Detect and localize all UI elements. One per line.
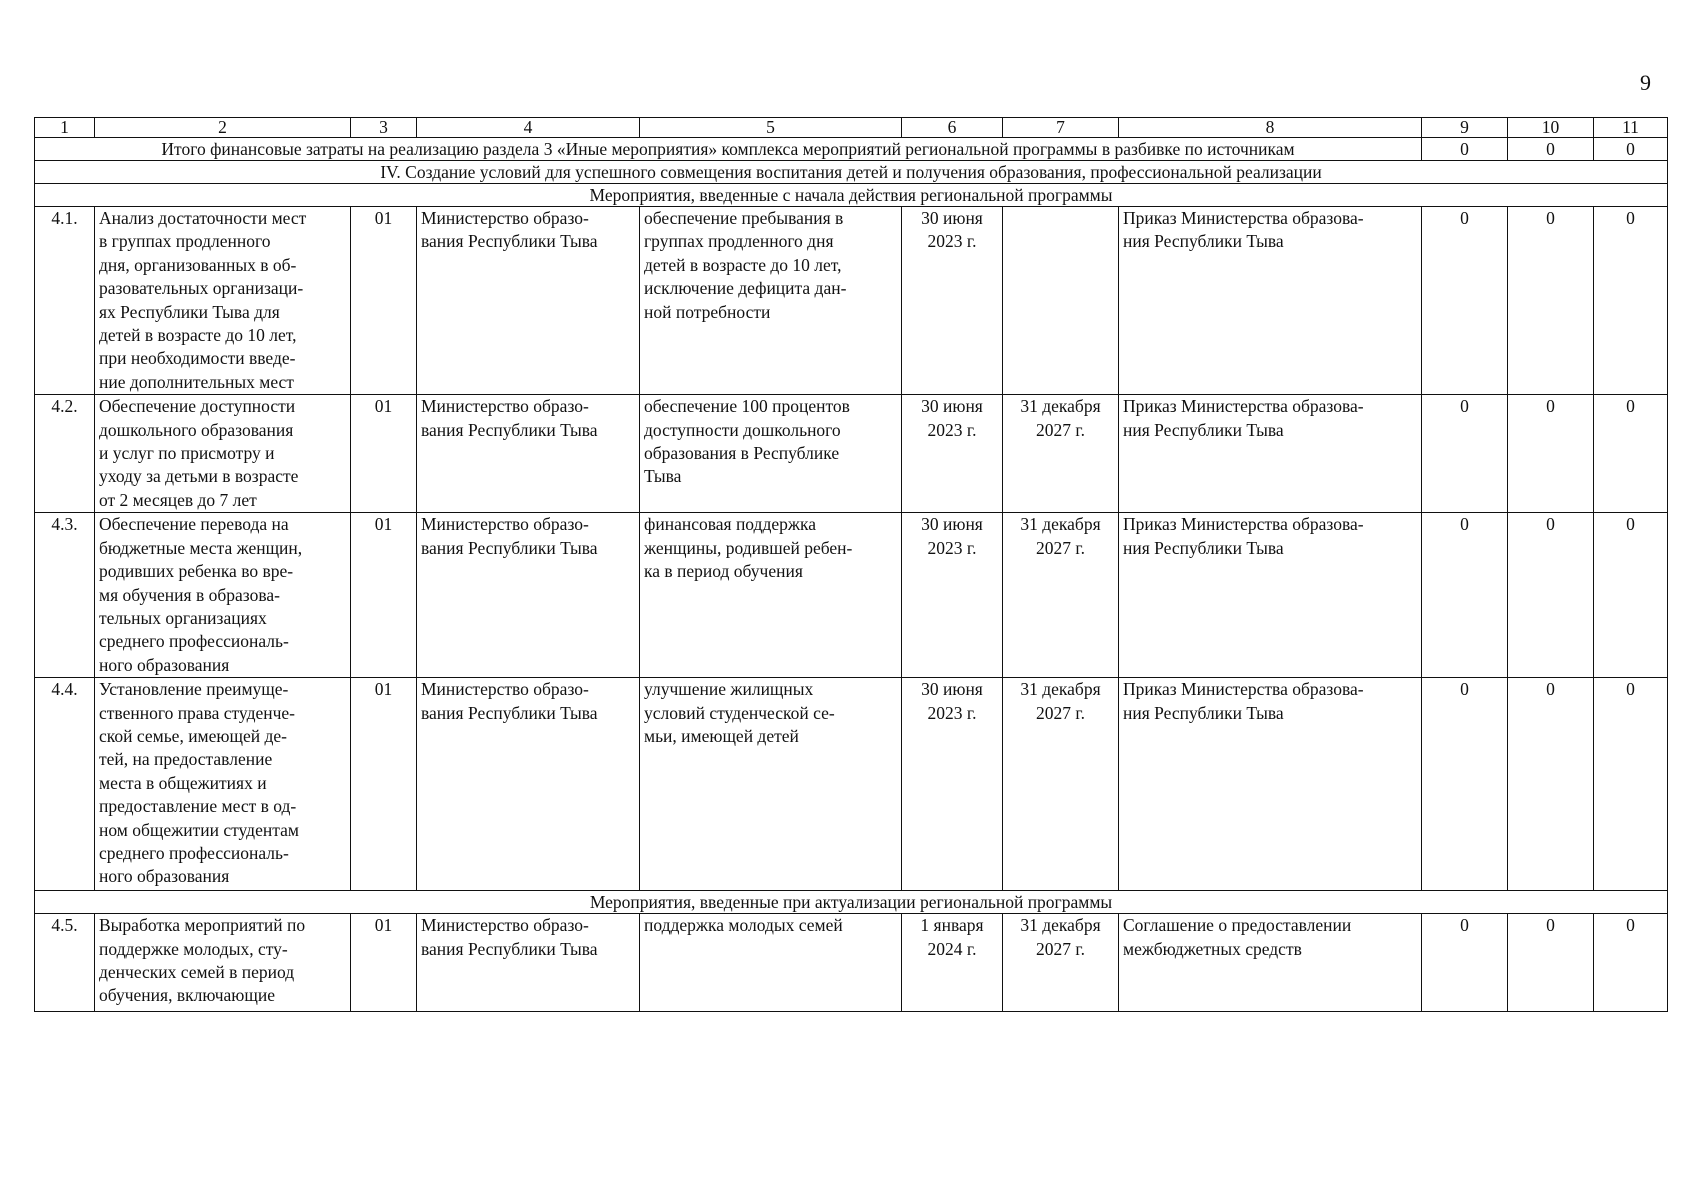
subsection-row: [35, 184, 1668, 207]
measure-name: Обеспечение доступности дошкольного образования и услуг по присмотру и уходу за детьми в возрасте от 2 месяцев до 7 лет: [95, 395, 351, 513]
cost-value: 0: [1508, 678, 1594, 891]
column-number: 1: [35, 118, 95, 138]
cost-value: 0: [1508, 207, 1594, 395]
end-date: 31 декабря 2027 г.: [1003, 395, 1119, 513]
cost-value: 0: [1508, 395, 1594, 513]
end-date: 31 декабря 2027 г.: [1003, 678, 1119, 891]
cost-value: 0: [1594, 395, 1668, 513]
measure-executor: Министерство образо- вания Республики Тыва: [417, 914, 640, 1012]
column-number: 6: [902, 118, 1003, 138]
basis-document: Приказ Министерства образова- ния Республики Тыва: [1119, 678, 1422, 891]
end-date: 31 декабря 2027 г.: [1003, 914, 1119, 1012]
subsection-row: [35, 891, 1668, 914]
page-number: 9: [1640, 70, 1651, 95]
end-date: 31 декабря 2027 г.: [1003, 513, 1119, 678]
cost-value: 0: [1422, 914, 1508, 1012]
basis-document: Соглашение о предоставлении межбюджетных средств: [1119, 914, 1422, 1012]
cost-value: 0: [1594, 914, 1668, 1012]
column-number: 10: [1508, 118, 1594, 138]
measure-result: финансовая поддержка женщины, родившей ребен- ка в период обучения: [640, 513, 902, 678]
measure-result: обеспечение пребывания в группах продленного дня детей в возрасте до 10 лет, исключение дефицита дан- ной потребности: [640, 207, 902, 395]
column-number: 4: [417, 118, 640, 138]
column-number: 5: [640, 118, 902, 138]
table-row: [35, 678, 1668, 891]
measure-executor: Министерство образо- вания Республики Тыва: [417, 513, 640, 678]
row-number: 4.1.: [35, 207, 95, 395]
cost-value: 0: [1508, 513, 1594, 678]
measure-code: 01: [351, 513, 417, 678]
measure-code: 01: [351, 678, 417, 891]
table-row: [35, 395, 1668, 513]
subsection-title: Мероприятия, введенные с начала действия региональной программы: [35, 184, 1668, 207]
total-costs-label: Итого финансовые затраты на реализацию раздела 3 «Иные мероприятия» комплекса мероприятий региональной программы в разбивке по источникам: [35, 138, 1422, 161]
cost-value: 0: [1594, 207, 1668, 395]
column-number: 2: [95, 118, 351, 138]
row-number: 4.5.: [35, 914, 95, 1012]
table-row: [35, 914, 1668, 1012]
start-date: 30 июня 2023 г.: [902, 678, 1003, 891]
measure-code: 01: [351, 395, 417, 513]
column-number: 11: [1594, 118, 1668, 138]
start-date: 30 июня 2023 г.: [902, 207, 1003, 395]
column-number: 8: [1119, 118, 1422, 138]
measure-name: Установление преимуще- ственного права студенче- ской семье, имеющей де- тей, на предоставление места в общежитиях и предоставление мест в од- ном общежитии студентам среднего профессиональ- ного образования: [95, 678, 351, 891]
row-number: 4.2.: [35, 395, 95, 513]
start-date: 30 июня 2023 г.: [902, 513, 1003, 678]
cost-value: 0: [1422, 513, 1508, 678]
measure-name: Выработка мероприятий по поддержке молодых, сту- денческих семей в период обучения, включающие: [95, 914, 351, 1012]
subsection-title: Мероприятия, введенные при актуализации региональной программы: [35, 891, 1668, 914]
measure-executor: Министерство образо- вания Республики Тыва: [417, 678, 640, 891]
basis-document: Приказ Министерства образова- ния Республики Тыва: [1119, 207, 1422, 395]
measure-result: обеспечение 100 процентов доступности дошкольного образования в Республике Тыва: [640, 395, 902, 513]
measure-executor: Министерство образо- вания Республики Тыва: [417, 207, 640, 395]
total-costs-row: [35, 138, 1668, 161]
column-number: 9: [1422, 118, 1508, 138]
measure-name: Обеспечение перевода на бюджетные места женщин, родивших ребенка во вре- мя обучения в образова- тельных организациях среднего профессиональ- ного образования: [95, 513, 351, 678]
cost-value: 0: [1422, 395, 1508, 513]
section-title: IV. Создание условий для успешного совмещения воспитания детей и получения образования, профессиональной реализации: [35, 161, 1668, 184]
cost-value: 0: [1422, 678, 1508, 891]
total-costs-value: 0: [1508, 138, 1594, 161]
cost-value: 0: [1594, 678, 1668, 891]
program-measures-table: [34, 117, 1668, 1012]
measure-executor: Министерство образо- вания Республики Тыва: [417, 395, 640, 513]
column-number: 7: [1003, 118, 1119, 138]
start-date: 30 июня 2023 г.: [902, 395, 1003, 513]
total-costs-value: 0: [1422, 138, 1508, 161]
cost-value: 0: [1594, 513, 1668, 678]
column-number-row: [35, 118, 1668, 138]
total-costs-value: 0: [1594, 138, 1668, 161]
column-number: 3: [351, 118, 417, 138]
basis-document: Приказ Министерства образова- ния Республики Тыва: [1119, 395, 1422, 513]
measure-code: 01: [351, 914, 417, 1012]
row-number: 4.4.: [35, 678, 95, 891]
start-date: 1 января 2024 г.: [902, 914, 1003, 1012]
cost-value: 0: [1422, 207, 1508, 395]
measure-name: Анализ достаточности мест в группах продленного дня, организованных в об- разовательных организаци- ях Республики Тыва для детей в возрасте до 10 лет, при необходимости введе- ние дополнительных мест: [95, 207, 351, 395]
basis-document: Приказ Министерства образова- ния Республики Тыва: [1119, 513, 1422, 678]
cost-value: 0: [1508, 914, 1594, 1012]
measure-code: 01: [351, 207, 417, 395]
table-row: [35, 207, 1668, 395]
section-row: [35, 161, 1668, 184]
measure-result: улучшение жилищных условий студенческой се- мьи, имеющей детей: [640, 678, 902, 891]
measure-result: поддержка молодых семей: [640, 914, 902, 1012]
end-date: [1003, 207, 1119, 395]
table-row: [35, 513, 1668, 678]
row-number: 4.3.: [35, 513, 95, 678]
